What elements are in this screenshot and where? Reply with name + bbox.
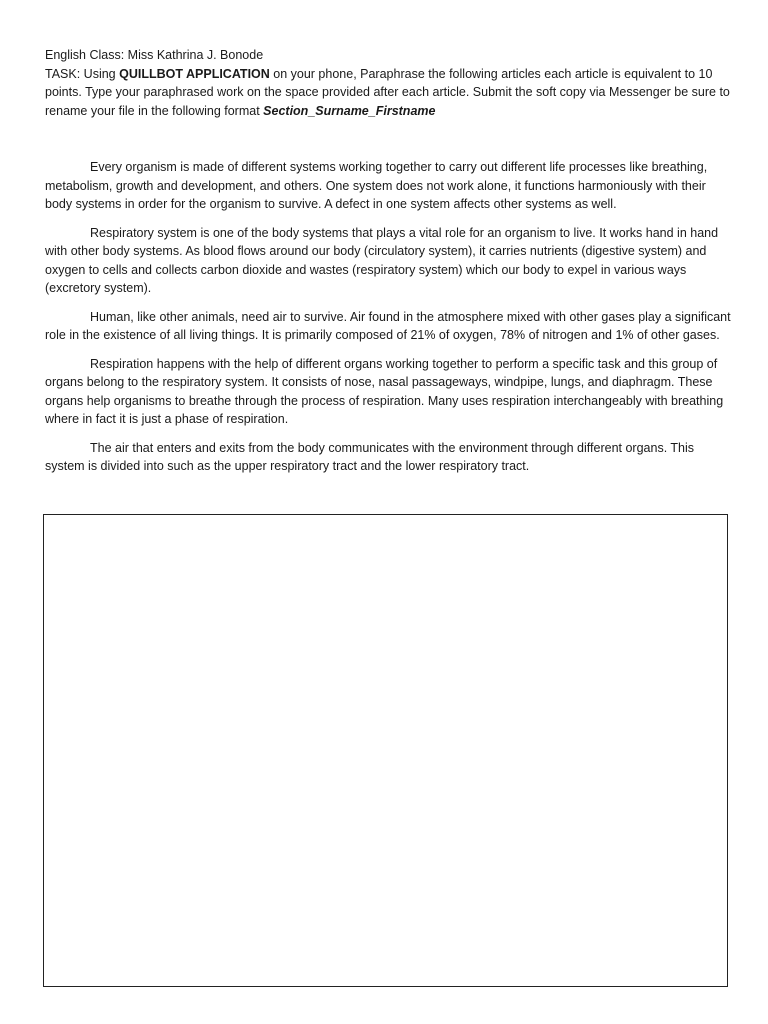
article-paragraph: Respiration happens with the help of different organs working together to perform a specific task and this group of organs belong to the respiratory system. It consists of nose, nasal passageways, windpipe, lungs, and diaphragm. These organs help organisms to breathe through the process of respiration. Many uses respiration interchangeably with breathing where in fact it is just a phase of respiration.: [45, 356, 724, 426]
task-file-format: Section_Surname_Firstname: [263, 103, 436, 118]
article-paragraph: Respiratory system is one of the body systems that plays a vital role for an organism to live. It works hand in hand with other body systems. As blood flows around our body (circulatory system), it carries nutrients (digestive system) and oxygen to cells and collects carbon dioxide and wastes (respiratory system) which our body to expel in various ways (excretory system).: [45, 225, 719, 295]
answer-box[interactable]: [43, 514, 728, 987]
document-header: [45, 46, 735, 120]
task-middle: on your phone, Paraphrase the following articles each article is equivalent to 10 points. Type your paraphrased work on the space provided after each article. Submit the soft copy via Messenger be sure to rename your file in the following format: [45, 66, 730, 118]
task-app-name: QUILLBOT APPLICATION: [119, 66, 270, 81]
articles-section: [45, 158, 735, 486]
task-prefix: TASK: Using: [45, 66, 120, 81]
article-paragraph: Every organism is made of different systems working together to carry out different life processes like breathing, metabolism, growth and development, and others. One system does not work alone, it functions harmoniously with their body systems in order for the organism to survive. A defect in one system affects other systems as well.: [45, 160, 708, 211]
task-instructions: [45, 65, 735, 121]
article-paragraph: Human, like other animals, need air to survive. Air found in the atmosphere mixed with other gases play a significant role in the existence of all living things. It is primarily composed of 21% of oxygen, 78% of nitrogen and 1% of other gases.: [45, 309, 731, 342]
class-line: English Class: Miss Kathrina J. Bonode: [45, 48, 264, 62]
article-paragraph: The air that enters and exits from the body communicates with the environment through different organs. This system is divided into such as the upper respiratory tract and the lower respiratory tract.: [45, 440, 695, 473]
